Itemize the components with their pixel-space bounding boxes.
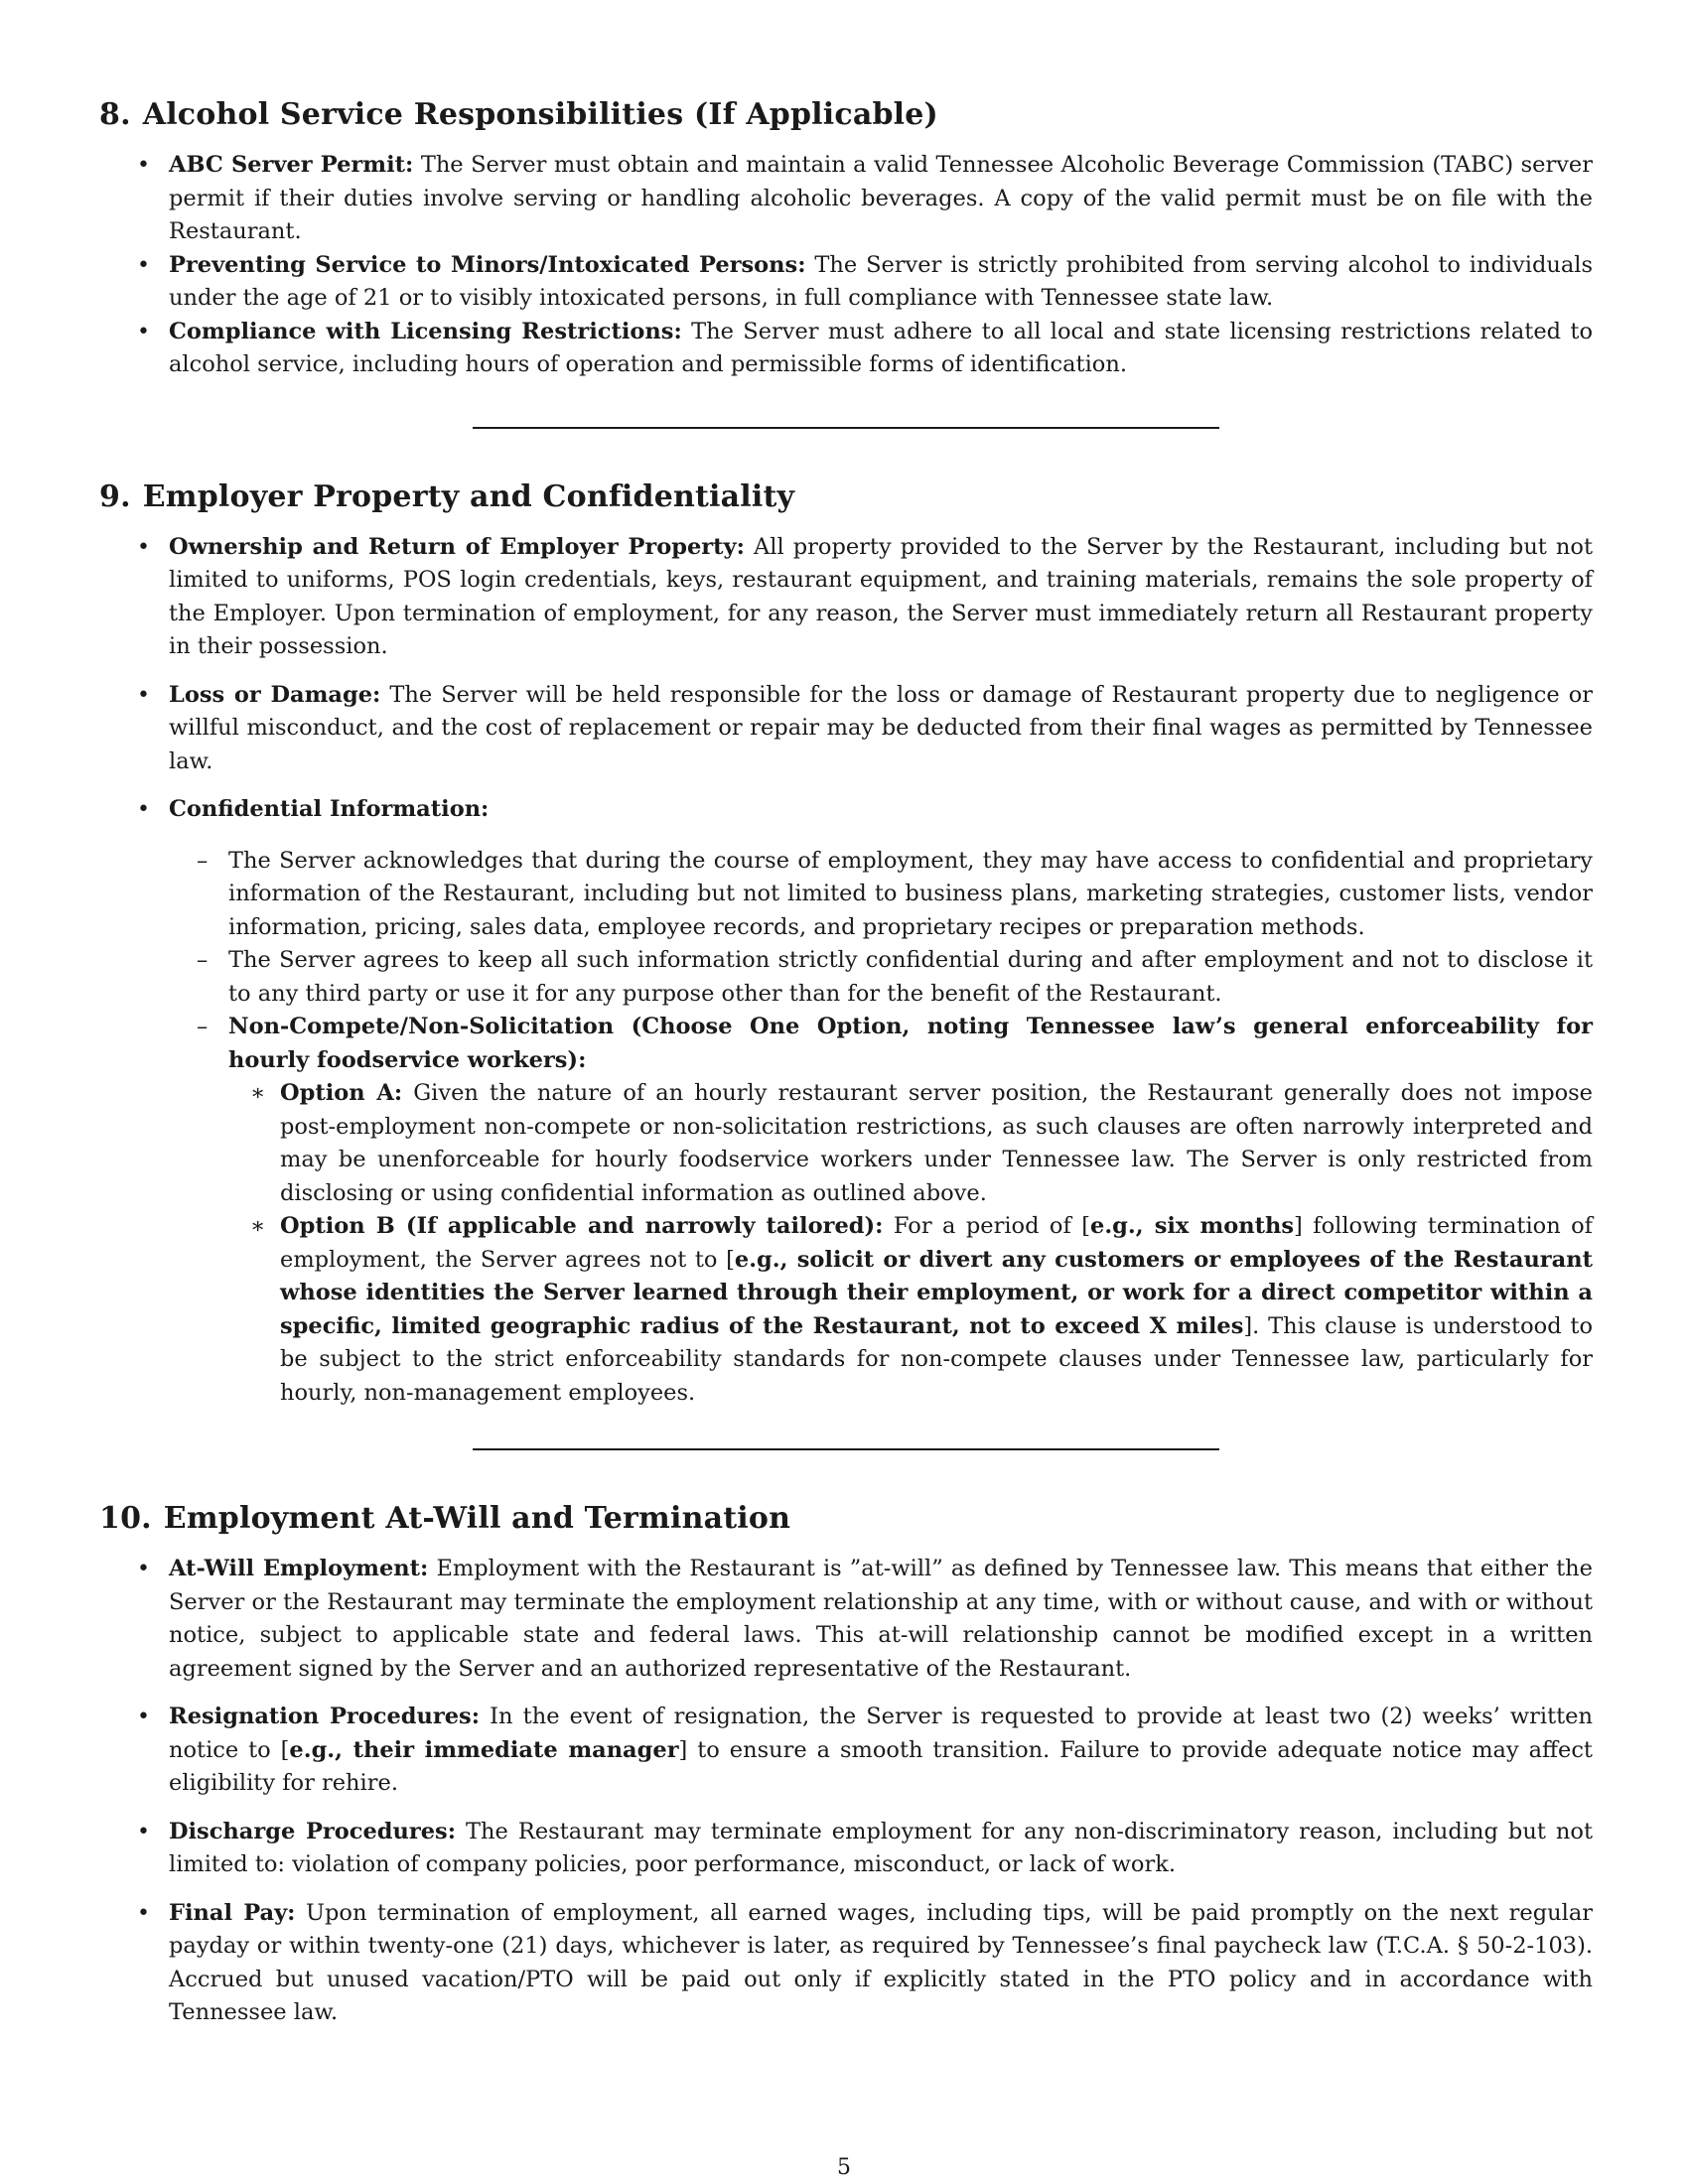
option-text: Given the nature of an hourly restaurant server position, the Restaurant generally does not impose post-employment non-compete or non-solicitation restrictions, as such clauses are often narrowly interpreted and may be unenforceable for hourly foodservice workers under Tennessee law. The Server is only restricted from disclosing or using confidential information as outlined above. — [280, 1080, 1594, 1206]
item-label: Compliance with Licensing Restrictions: — [169, 318, 682, 344]
list-item — [99, 1816, 1593, 1882]
item-text: Employment with the Restaurant is ”at-will” as defined by Tennessee law. This means that either the Server or the Restaurant may terminate the employment relationship at any time, with or without cause, and with or without notice, subject to applicable state and federal laws. This at-will relationship cannot be modified except in a written agreement signed by the Server and an authorized representative of the Restaurant. — [169, 1556, 1593, 1682]
dash-icon: – — [197, 847, 209, 874]
bullet-icon: • — [137, 153, 150, 178]
option-label: Option B (If applicable and narrowly tailored): — [280, 1213, 884, 1239]
item-label: ABC Server Permit: — [169, 152, 414, 178]
item-text: All property provided to the Server by the Restaurant, including but not limited to uniforms, POS login credentials, keys, restaurant equipment, and training materials, remains the sole property of the Employer. Upon termination of employment, for any reason, the Server must immediately return all Restaurant property in their possession. — [169, 533, 1594, 659]
bullet-icon: • — [137, 1900, 150, 1926]
item-text: In the event of resignation, the Server is requested to provide at least two (2) weeks’ written notice to [ — [169, 1704, 1593, 1763]
item-label: Resignation Procedures: — [169, 1704, 481, 1729]
section-10-heading — [99, 1499, 1593, 1539]
dash-icon: – — [197, 1014, 209, 1039]
section-9-title: Employer Property and Confidentiality — [142, 478, 795, 514]
section-9-heading — [99, 478, 1593, 517]
bullet-icon: • — [137, 797, 150, 822]
item-text: The Server is strictly prohibited from serving alcohol to individuals under the age of 21 or to visibly intoxicated persons, in full compliance with Tennessee state law. — [169, 251, 1594, 311]
item-placeholder: e.g., their immediate manager — [289, 1736, 679, 1763]
list-item — [99, 249, 1593, 316]
dash-icon: – — [197, 947, 209, 973]
bullet-icon: • — [137, 252, 150, 278]
item-label: Preventing Service to Minors/Intoxicated Persons: — [169, 251, 806, 278]
item-label: Confidential Information: — [169, 796, 490, 822]
item-label: Loss or Damage: — [169, 681, 381, 708]
item-text: ] to ensure a smooth transition. Failure to provide adequate notice may affect eligibility for rehire. — [169, 1736, 1593, 1796]
option-label: Option A: — [280, 1080, 403, 1106]
list-item — [99, 149, 1593, 249]
option-placeholder: e.g., solicit or divert any customers or employees of the Restaurant whose identities the Server learned through their employment, or work for a direct competitor within a specific, limited geographic radius of the Restaurant, not to exceed X miles — [280, 1246, 1593, 1339]
option-item — [228, 1077, 1593, 1210]
asterisk-icon: ∗ — [250, 1213, 266, 1239]
section-8-title: Alcohol Service Responsibilities (If Applicable) — [142, 97, 938, 132]
list-item — [99, 679, 1593, 779]
section-8-heading — [99, 95, 1593, 135]
horizontal-divider — [473, 427, 1219, 429]
item-label: Discharge Procedures: — [169, 1818, 457, 1844]
item-text: The Server will be held responsible for the loss or damage of Restaurant property due to negligence or willful misconduct, and the cost of replacement or repair may be deducted from their final wages as permitted by Tennessee law. — [169, 681, 1594, 774]
item-label: Final Pay: — [169, 1899, 296, 1926]
page-content — [99, 95, 1593, 2045]
list-item — [99, 531, 1593, 664]
option-item — [228, 1210, 1593, 1410]
section-9-number: 9. — [99, 478, 131, 514]
sub-item-label: Non-Compete/Non-Solicitation (Choose One Option, noting Tennessee law’s general enforceability for hourly foodservice workers): — [228, 1014, 1593, 1073]
option-text: ] following termination of employment, the Server agrees not to [ — [280, 1213, 1593, 1273]
list-item — [99, 1553, 1593, 1686]
item-text: The Restaurant may terminate employment for any non-discriminatory reason, including but not limited to: violation of company policies, poor performance, misconduct, or lack of work. — [169, 1818, 1593, 1877]
option-placeholder: e.g., six months — [1090, 1213, 1295, 1239]
sub-list-item — [169, 944, 1593, 1011]
list-item — [99, 316, 1593, 382]
list-item — [99, 793, 1593, 1410]
item-text: The Server must obtain and maintain a valid Tennessee Alcoholic Beverage Commission (TABC) server permit if their duties involve serving or handling alcoholic beverages. A copy of the valid permit must be on file with the Restaurant. — [169, 152, 1593, 244]
horizontal-divider — [473, 1448, 1219, 1450]
section-10-number: 10. — [99, 1501, 152, 1536]
item-label: Ownership and Return of Employer Property: — [169, 533, 745, 560]
list-item — [99, 1701, 1593, 1801]
section-10-title: Employment At-Will and Termination — [163, 1501, 791, 1536]
bullet-icon: • — [137, 1557, 150, 1581]
section-10-list — [99, 1553, 1593, 2030]
bullet-icon: • — [137, 534, 150, 560]
section-8-list — [99, 149, 1593, 382]
option-text: For a period of [ — [893, 1213, 1091, 1239]
confidential-sublist — [169, 845, 1593, 1411]
option-text: ]. This clause is understood to be subject to the strict enforceability standards for non-compete clauses under Tennessee law, particularly for hourly, non-management employees. — [280, 1312, 1593, 1406]
list-item — [99, 1897, 1593, 2030]
section-9-list — [99, 531, 1593, 1411]
item-label: At-Will Employment: — [169, 1556, 429, 1581]
page-number: 5 — [837, 2155, 851, 2180]
asterisk-icon: ∗ — [250, 1080, 266, 1106]
item-text: Upon termination of employment, all earned wages, including tips, will be paid promptly on the next regular payday or within twenty-one (21) days, whichever is later, as required by Tennessee’s final paycheck law (T.C.A. § 50-2-103). Accrued but unused vacation/PTO will be paid out only if explicitly stated in the PTO policy and in accordance with Tennessee law. — [169, 1899, 1593, 2025]
bullet-icon: • — [137, 1705, 150, 1729]
sub-list-item — [169, 1011, 1593, 1410]
option-list — [228, 1077, 1593, 1410]
bullet-icon: • — [137, 319, 150, 344]
sub-list-item — [169, 845, 1593, 945]
sub-item-text: The Server agrees to keep all such information strictly confidential during and after employment and not to disclose it to any third party or use it for any purpose other than for the benefit of the Restaurant. — [228, 947, 1593, 1007]
section-8-number: 8. — [99, 97, 131, 132]
bullet-icon: • — [137, 682, 150, 708]
bullet-icon: • — [137, 1819, 150, 1844]
sub-item-text: The Server acknowledges that during the course of employment, they may have access to confidential and proprietary information of the Restaurant, including but not limited to business plans, marketing strategies, customer lists, vendor information, pricing, sales data, employee records, and proprietary recipes or preparation methods. — [228, 847, 1593, 940]
item-text: The Server must adhere to all local and state licensing restrictions related to alcohol service, including hours of operation and permissible forms of identification. — [169, 318, 1593, 377]
